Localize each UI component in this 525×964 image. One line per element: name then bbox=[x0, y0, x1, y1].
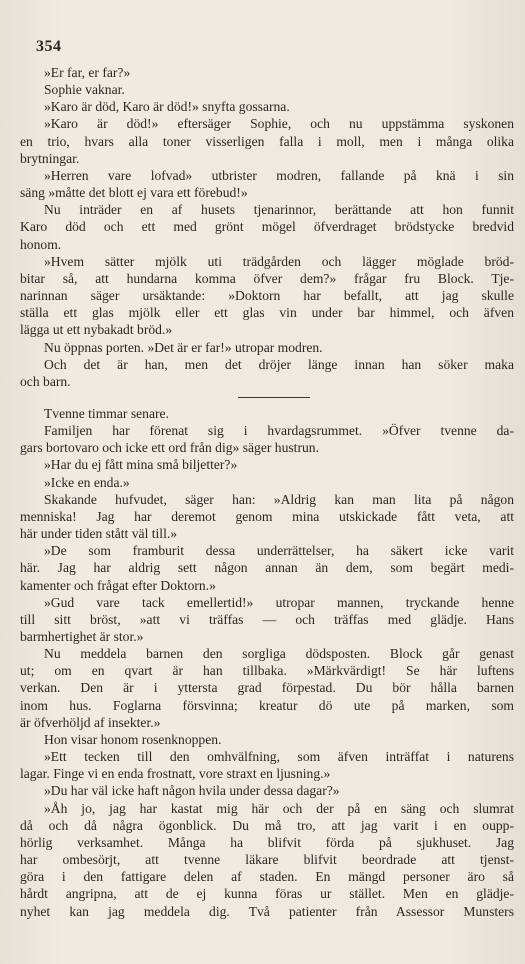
text-line: göra i den fattigare delen af staden. En mängd personer äro så bbox=[20, 869, 514, 885]
text-line: till sitt bröst, »att vi träffas — och träffas med glädje. Hans bbox=[20, 611, 514, 627]
text-line: »Hvem sätter mjölk uti trädgården och lägger möglade bröd- bbox=[44, 253, 514, 269]
text-line: Familjen har förenat sig i hvardagsrummet. »Öfver tvenne da- bbox=[44, 423, 514, 439]
text-line: har ombesörjt, att tvenne läkare blifvit beordrade att tjenst- bbox=[20, 852, 514, 868]
text-line: en trio, hvars alla toner visserligen falla i moll, men i många olika bbox=[20, 133, 514, 149]
text-line: »Ett tecken till den omhvälfning, som äfven inträffat i naturens bbox=[44, 749, 514, 765]
text-line: hårdt angripna, att de ej kunna föras ur stället. Men en glädje- bbox=[20, 886, 514, 902]
text-line: kamenter och frågat efter Doktorn.» bbox=[20, 577, 216, 593]
text-line: här. Jag har aldrig sett någon annan än dem, som begärt medi- bbox=[20, 560, 514, 576]
text-line: Nu inträder en af husets tjenarinnor, berättande att hon funnit bbox=[44, 202, 514, 218]
text-line: Skakande hufvudet, säger han: »Aldrig kan man lita på någon bbox=[44, 491, 514, 507]
text-line: Och det är han, men det dröjer länge innan han söker maka bbox=[44, 356, 514, 372]
text-line: barmhertighet är stor.» bbox=[20, 629, 144, 644]
text-line: lägga ut ett nybakadt bröd.» bbox=[20, 322, 173, 338]
text-line: »De som framburit dessa underrättelser, ha säkert icke varit bbox=[44, 543, 514, 559]
text-line: gars bortovaro och icke ett ord från dig» säger hustrun. bbox=[20, 440, 319, 456]
text-line: här under tiden stått väl till.» bbox=[20, 526, 178, 542]
text-line: ut; om en qvart är han tillbaka. »Märkvärdigt! Se här luftens bbox=[20, 663, 514, 679]
text-line: »Herren vare lofvad» utbrister modren, fallande på knä i sin bbox=[44, 167, 514, 183]
text-line: inom hus. Foglarna försvinna; kreatur dö ute på marken, som bbox=[20, 697, 514, 713]
body-text bbox=[20, 64, 514, 920]
text-block-before-divider bbox=[20, 64, 514, 390]
text-line: lagar. Finge vi en enda frostnatt, vore straxt en ljusning.» bbox=[20, 766, 331, 782]
text-line: »Åh jo, jag har kastat mig här och der på en säng och slumrat bbox=[44, 800, 514, 816]
text-line: Sophie vaknar. bbox=[44, 82, 125, 98]
text-line: hörlig verksamhet. Många ha blifvit förda på sjukhuset. Jag bbox=[20, 834, 514, 850]
text-line: Nu meddela barnen den sorgliga dödsposten. Block går genast bbox=[44, 646, 514, 662]
text-line: bitar så, att hundarna komma öfver dem?» frågar fru Block. Tje- bbox=[20, 270, 514, 286]
text-line: är öfverhöljd af insekter.» bbox=[20, 714, 161, 730]
text-line: och barn. bbox=[20, 373, 71, 389]
text-line: »Du har väl icke haft någon hvila under dessa dagar?» bbox=[44, 783, 340, 799]
text-line: Hon visar honom rosenknoppen. bbox=[44, 731, 222, 747]
text-line: brytningar. bbox=[20, 150, 80, 166]
text-line: ställa ett glas mjölk eller ett glas vin under bar himmel, och äfven bbox=[20, 305, 514, 321]
page-number: 354 bbox=[36, 38, 62, 55]
text-line: nyhet kan jag meddela dig. Två patienter från Assessor Munsters bbox=[20, 903, 514, 919]
text-line: verkan. Den är i yttersta grad förpestad. Du bör hålla barnen bbox=[20, 680, 514, 696]
text-line: Nu öppnas porten. »Det är er far!» utropar modren. bbox=[44, 339, 323, 355]
text-line: »Har du ej fått mina små biljetter?» bbox=[44, 457, 238, 473]
text-line: »Karo är död, Karo är död!» snyfta gossarna. bbox=[44, 99, 290, 115]
text-line: Tvenne timmar senare. bbox=[44, 405, 169, 421]
text-line: menniska! Jag har deremot genom mina utskickade fått veta, att bbox=[20, 508, 514, 524]
text-line: Karo död och ett med grönt mögel öfverdraget brödstycke bredvid bbox=[20, 219, 514, 235]
section-divider bbox=[238, 397, 310, 398]
text-line: »Karo är död!» eftersäger Sophie, och nu uppstämma syskonen bbox=[44, 116, 514, 132]
text-line: honom. bbox=[20, 236, 62, 252]
text-line: då och då några ögonblick. Du må tro, att jag varit i en oupp- bbox=[20, 817, 514, 833]
text-line: narinnan säger ursäktande: »Doktorn har befallt, att jag skulle bbox=[20, 288, 514, 304]
text-line: »Er far, er far?» bbox=[44, 65, 131, 80]
text-line: »Gud vare tack emellertid!» utropar mannen, tryckande henne bbox=[44, 594, 514, 610]
text-line: »Icke en enda.» bbox=[44, 474, 130, 490]
text-block-after-divider bbox=[20, 405, 514, 920]
text-line: säng »måtte det blott ej vara ett förebud!» bbox=[20, 185, 248, 201]
